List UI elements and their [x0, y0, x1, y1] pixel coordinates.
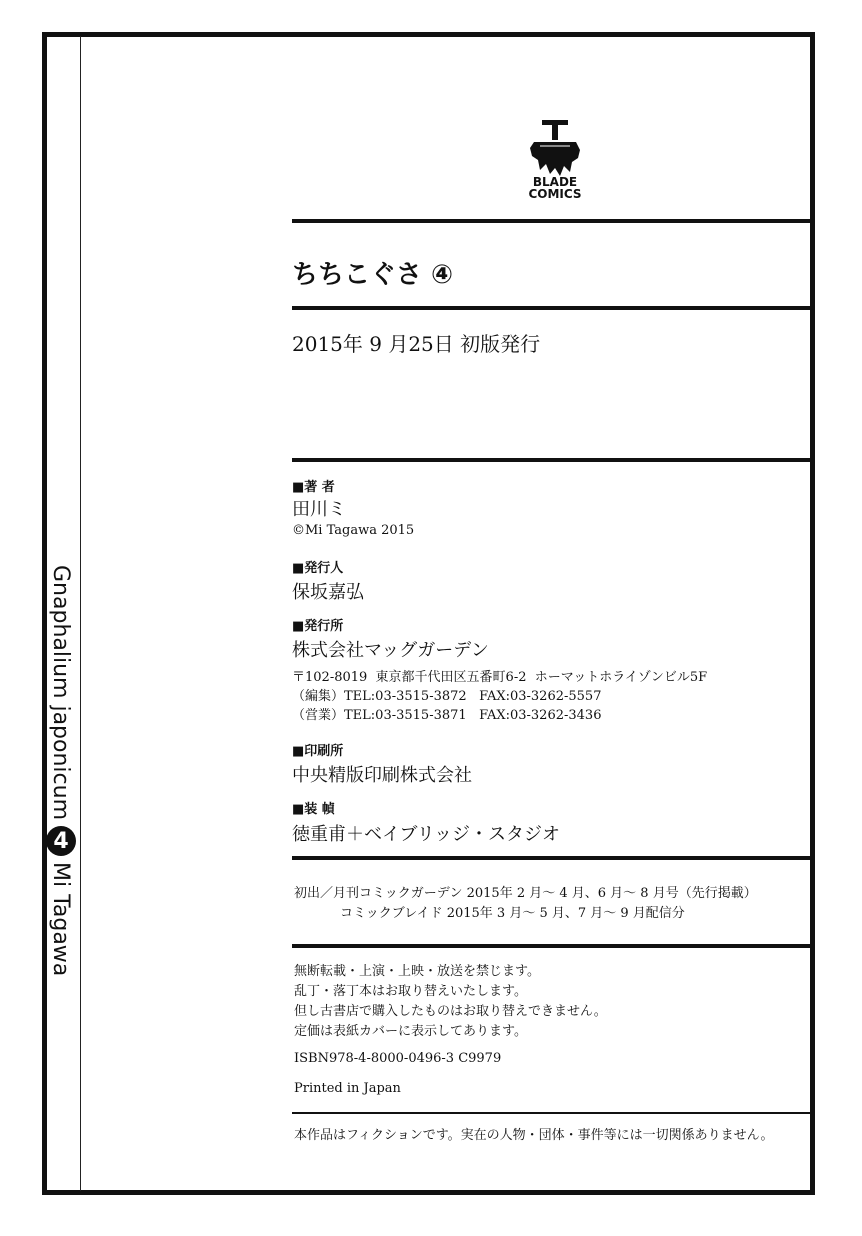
divider [292, 944, 815, 948]
notice-line: 乱丁・落丁本はお取り替えいたします。 [294, 984, 527, 999]
logo-line-comics: COMICS [528, 187, 582, 201]
printer-name: 中央精版印刷株式会社 [292, 765, 472, 786]
spine-volume-badge: 4 [46, 826, 76, 856]
first-publication [294, 884, 757, 924]
divider [292, 856, 815, 860]
divider [292, 1112, 815, 1114]
book-title: ちちこぐさ ④ [292, 260, 454, 290]
first-publication-line-1: 初出／月刊コミックガーデン 2015年 2 月～ 4 月、6 月～ 8 月号（先行掲載） [294, 886, 757, 901]
author-label: ■著 者 [292, 480, 335, 495]
notice-line: 無断転載・上演・上映・放送を禁じます。 [294, 964, 540, 979]
logo-line-blade: BLADE [532, 175, 578, 189]
spine-latin-title: Gnaphalium japonicum [48, 565, 74, 820]
spine-divider [80, 36, 81, 1191]
printer-label: ■印刷所 [292, 744, 344, 759]
publisher-sales-contact: （営業）TEL:03-3515-3871 FAX:03-3262-3436 [292, 708, 602, 723]
notices [294, 962, 607, 1042]
author-name: 田川ミ [292, 499, 346, 520]
design-name: 徳重甫＋ベイブリッジ・スタジオ [292, 824, 561, 845]
author-copyright: ©Mi Tagawa 2015 [292, 523, 415, 538]
publisher-editorial-contact: （編集）TEL:03-3515-3872 FAX:03-3262-5557 [292, 689, 602, 704]
divider [292, 458, 815, 462]
publisher-address: 〒102-8019 東京都千代田区五番町6-2 ホーマットホライゾンビル5F [292, 670, 708, 685]
divider [292, 219, 815, 223]
printed-in: Printed in Japan [294, 1081, 401, 1096]
publisher-name: 株式会社マッグガーデン [292, 640, 489, 661]
notice-line: 定価は表紙カバーに表示してあります。 [294, 1024, 527, 1039]
publisher-person-name: 保坂嘉弘 [292, 582, 364, 603]
divider [292, 306, 815, 310]
publisher-label: ■発行所 [292, 619, 344, 634]
first-publication-line-2: コミックブレイド 2015年 3 月～ 5 月、7 月～ 9 月配信分 [340, 906, 685, 921]
design-label: ■装 幀 [292, 802, 335, 817]
notice-line: 但し古書店で購入したものはお取り替えできません。 [294, 1004, 607, 1019]
fiction-disclaimer: 本作品はフィクションです。実在の人物・団体・事件等には一切関係ありません。 [294, 1128, 774, 1143]
publication-date: 2015年 9 月25日 初版発行 [292, 332, 541, 356]
logo-wordmark [515, 176, 595, 200]
isbn: ISBN978-4-8000-0496-3 C9979 [294, 1051, 502, 1066]
publisher-person-label: ■発行人 [292, 561, 344, 576]
spine-author: Mi Tagawa [48, 862, 74, 977]
